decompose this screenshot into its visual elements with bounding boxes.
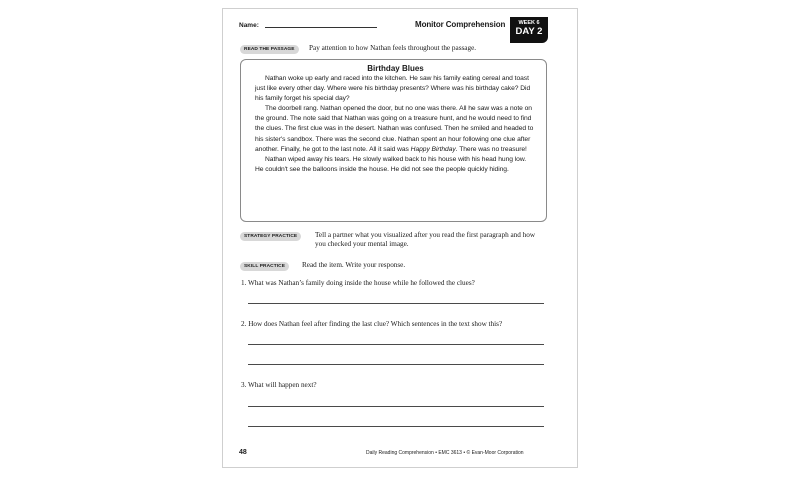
read-passage-instruction: Pay attention to how Nathan feels throughout the passage. xyxy=(309,44,477,52)
page-number: 48 xyxy=(239,449,247,456)
answer-line[interactable] xyxy=(248,364,544,365)
read-passage-label: READ THE PASSAGE xyxy=(240,45,299,54)
passage-paragraph-1: Nathan woke up early and raced into the kitchen. He saw his family eating cereal and toast just like every other day. Where were his birthday presents? Where was his birthday cake? Did his family forget his special day? xyxy=(255,75,531,103)
passage-box xyxy=(240,59,547,222)
passage-title: Birthday Blues xyxy=(367,64,424,73)
passage-paragraph-2-italic: Happy Birthday xyxy=(410,145,456,153)
question-2: 2. How does Nathan feel after finding the last clue? Which sentences in the text show this? xyxy=(241,320,503,328)
passage-paragraph-2-end: . There was no treasure! xyxy=(455,145,527,153)
strategy-practice-label: STRATEGY PRACTICE xyxy=(240,232,301,241)
day-label: DAY 2 xyxy=(515,26,543,37)
passage-paragraph-2-text: The doorbell rang. Nathan opened the door, but no one was there. All he saw was a note on the ground. The note said that Nathan was going on a treasure hunt, and he would need to find the clues. The first clue was in the desert. Nathan was confused. Then he smiled and headed to his sister's sandbox. There was the second clue. Nathan spent an hour following one clue after another. Finally, he got to the last note. All it said was xyxy=(255,105,534,153)
passage-paragraph-3: Nathan wiped away his tears. He slowly walked back to his house with his head hung low. He couldn't see the balloons inside the house. He did not see the people quickly hiding. xyxy=(255,155,527,173)
passage-paragraph-2 xyxy=(255,104,536,154)
answer-line[interactable] xyxy=(248,303,544,304)
skill-practice-instruction: Read the item. Write your response. xyxy=(302,261,406,269)
name-label: Name: xyxy=(239,22,259,29)
week-day-badge xyxy=(510,17,548,43)
footer-credit: Daily Reading Comprehension • EMC 3613 • © Evan-Moor Corporation xyxy=(366,450,524,456)
week-label: WEEK 6 xyxy=(518,20,540,26)
worksheet-page xyxy=(222,8,578,468)
question-3: 3. What will happen next? xyxy=(241,381,317,389)
strategy-practice-instruction: Tell a partner what you visualized after you read the first paragraph and how you checked your mental image. xyxy=(315,231,536,248)
answer-line[interactable] xyxy=(248,344,544,345)
skill-practice-label: SKILL PRACTICE xyxy=(240,262,289,271)
answer-line[interactable] xyxy=(248,426,544,427)
question-1: 1. What was Nathan’s family doing inside the house while he followed the clues? xyxy=(241,279,475,287)
worksheet-title: Monitor Comprehension xyxy=(415,20,506,29)
answer-line[interactable] xyxy=(248,406,544,407)
name-line xyxy=(265,27,377,28)
